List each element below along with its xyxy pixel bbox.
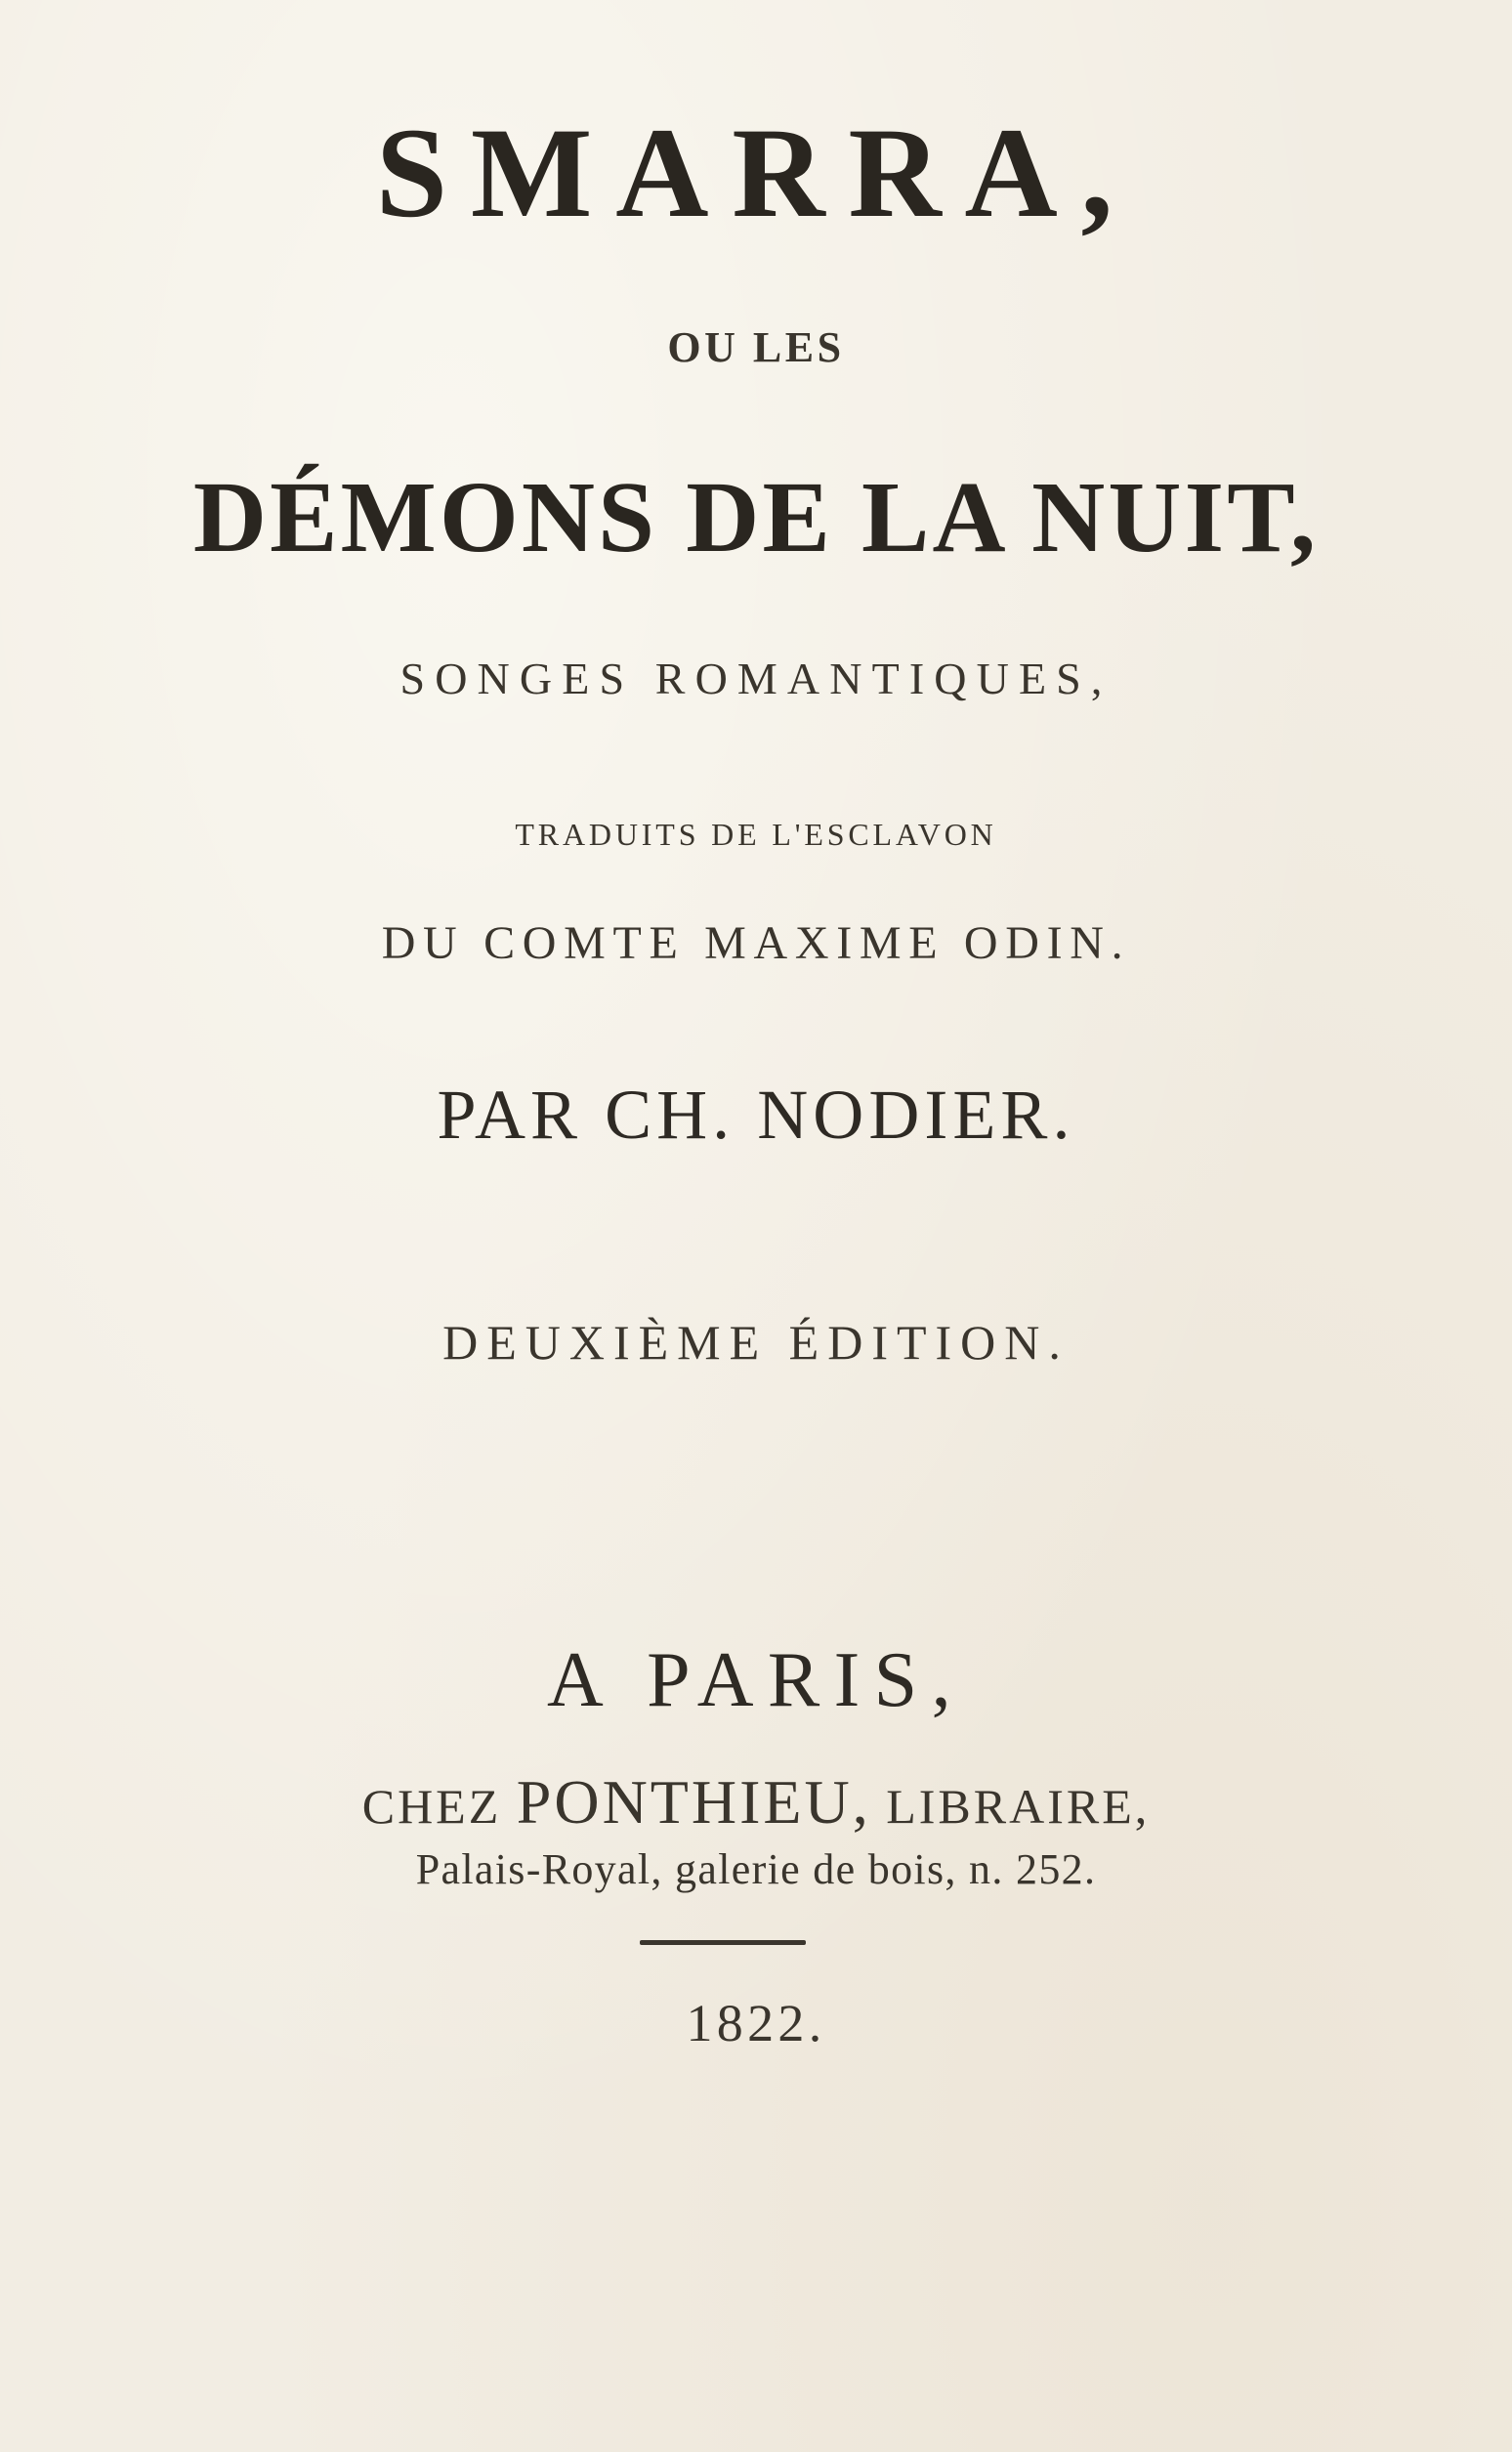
publisher-prefix: CHEZ bbox=[361, 1779, 502, 1834]
divider-rule bbox=[640, 1940, 806, 1945]
genre-line: SONGES ROMANTIQUES, bbox=[399, 654, 1113, 703]
subtitle-prefix: OU LES bbox=[667, 323, 845, 371]
original-author: DU COMTE MAXIME ODIN. bbox=[381, 917, 1131, 969]
book-subtitle: DÉMONS DE LA NUIT, bbox=[192, 461, 1320, 573]
edition-line: DEUXIÈME ÉDITION. bbox=[442, 1315, 1070, 1370]
publisher-line bbox=[0, 1766, 1512, 1839]
publication-year: 1822. bbox=[686, 1994, 826, 2052]
publication-place: A PARIS, bbox=[547, 1637, 965, 1723]
publisher-name: PONTHIEU, bbox=[516, 1767, 871, 1837]
publisher-suffix: LIBRAIRE, bbox=[886, 1779, 1151, 1834]
book-title: SMARRA, bbox=[375, 101, 1137, 244]
author-line: PAR CH. NODIER. bbox=[437, 1076, 1075, 1154]
publisher-address: Palais-Royal, galerie de bois, n. 252. bbox=[415, 1845, 1097, 1893]
translation-note: TRADUITS DE L'ESCLAVON bbox=[515, 817, 997, 852]
